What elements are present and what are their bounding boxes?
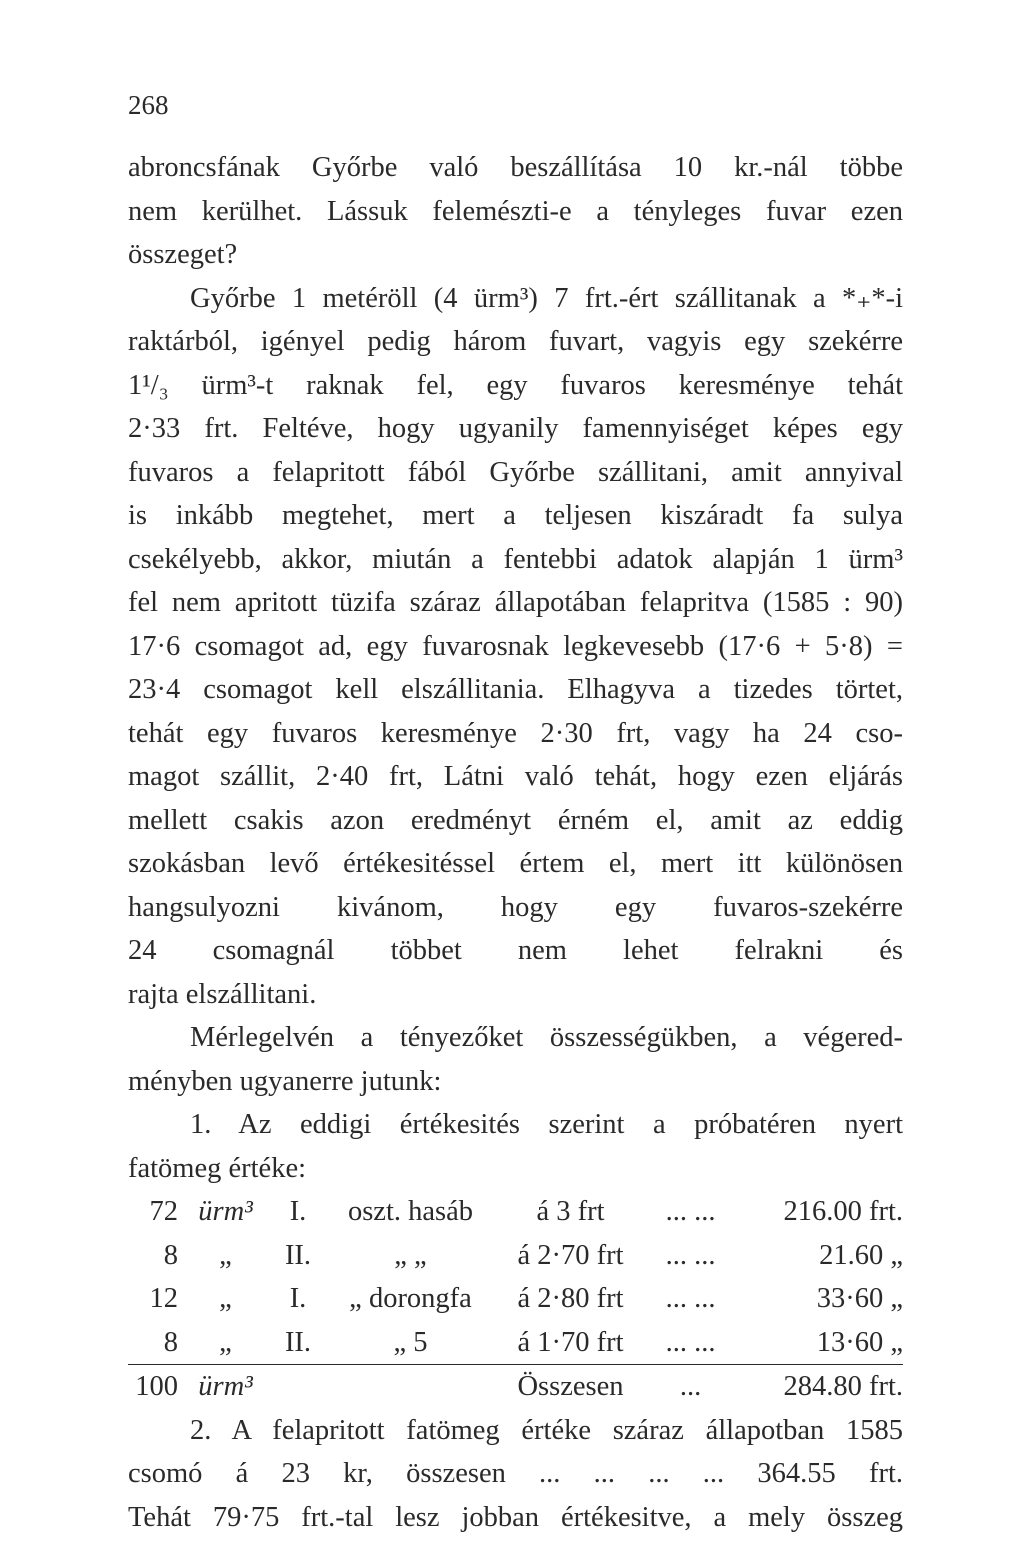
text-line: összeget? bbox=[128, 239, 238, 270]
leader-dots: ... ... bbox=[665, 1326, 716, 1358]
amount-cell: 33·60 „ bbox=[816, 1283, 903, 1314]
price-cell: á 3 frt bbox=[536, 1196, 605, 1227]
value-table bbox=[128, 1190, 903, 1409]
qty-cell: 12 bbox=[149, 1283, 178, 1314]
text-line: 23·4 csomagot kell elszállitania. Elhagyva a tizedes törtet, bbox=[128, 674, 903, 705]
text-line: tehát egy fuvaros keresménye 2·30 frt, vagy ha 24 cso- bbox=[128, 717, 903, 749]
kind-cell: „ 5 bbox=[393, 1326, 428, 1358]
text-line: 24 csomagnál többet nem lehet felrakni és bbox=[128, 935, 903, 966]
price-cell: á 2·80 frt bbox=[517, 1283, 624, 1314]
text-line: 2·33 frt. Feltéve, hogy ugyanily famennyiséget képes egy bbox=[128, 413, 903, 444]
class-cell: I. bbox=[289, 1283, 307, 1314]
text-line: hangsulyozni kivánom, hogy egy fuvaros-szekérre bbox=[128, 891, 903, 923]
unit-cell: ürm³ bbox=[198, 1196, 253, 1227]
total-label: Összesen bbox=[498, 1365, 643, 1409]
text-line: csekélyebb, akkor, miután a fentebbi adatok alapján 1 ürm³ bbox=[128, 543, 903, 575]
text-line: Mérlegelvén a tényezőket összességükben, a végered- bbox=[190, 1022, 903, 1053]
text-line: Győrbe 1 metéröll (4 ürm³) 7 frt.-ért szállitanak a *₊*-i bbox=[190, 282, 903, 314]
text-line: fel nem apritott tüzifa száraz állapotában felapritva (1585 : 90) bbox=[128, 587, 903, 618]
text-line: Tehát 79·75 frt.-tal lesz jobban értékesitve, a mely összeg bbox=[128, 1501, 903, 1533]
text-line: fuvaros a felapritott fából Győrbe szállitani, amit annyival bbox=[128, 456, 903, 488]
class-cell: II. bbox=[284, 1326, 312, 1358]
price-cell: á 2·70 frt bbox=[517, 1239, 624, 1271]
text-line: mellett csakis azon eredményt érném el, amit az eddig bbox=[128, 804, 903, 836]
qty-cell: 8 bbox=[163, 1326, 178, 1358]
text-line: 17·6 csomagot ad, egy fuvarosnak legkevesebb (17·6 + 5·8) = bbox=[128, 630, 903, 662]
qty-cell: 72 bbox=[149, 1196, 178, 1227]
total-amount: 284.80 frt. bbox=[738, 1365, 903, 1409]
leader-dots: ... ... bbox=[665, 1283, 716, 1314]
table-row bbox=[128, 1321, 903, 1365]
leader-dots: ... bbox=[643, 1365, 738, 1409]
table-row bbox=[128, 1277, 903, 1321]
total-unit: ürm³ bbox=[178, 1365, 273, 1409]
amount-cell: 13·60 „ bbox=[816, 1326, 903, 1358]
text-line: 1¹/₃ ürm³-t raknak fel, egy fuvaros keresménye tehát bbox=[128, 369, 903, 401]
kind-cell: oszt. hasáb bbox=[347, 1196, 474, 1227]
text-line: rajta elszállitani. bbox=[128, 978, 317, 1010]
amount-cell: 21.60 „ bbox=[819, 1239, 903, 1271]
text-line: fatömeg értéke: bbox=[128, 1152, 307, 1184]
text-line: csomó á 23 kr, összesen ... ... ... ... 364.55 frt. bbox=[128, 1458, 903, 1489]
price-cell: á 1·70 frt bbox=[517, 1326, 624, 1358]
text-line: is inkább megtehet, mert a teljesen kiszáradt fa sulya bbox=[128, 500, 903, 531]
total-qty: 100 bbox=[128, 1365, 178, 1409]
text-line: abroncsfának Győrbe való beszállítása 10 kr.-nál többe bbox=[128, 152, 903, 183]
leader-dots: ... ... bbox=[665, 1239, 716, 1271]
class-cell: I. bbox=[289, 1196, 307, 1227]
kind-cell: „ „ bbox=[394, 1239, 427, 1271]
table-row bbox=[128, 1190, 903, 1234]
text-line: szokásban levő értékesitéssel értem el, mert itt különösen bbox=[128, 848, 903, 879]
amount-cell: 216.00 frt. bbox=[783, 1196, 903, 1227]
total-row bbox=[128, 1365, 903, 1409]
kind-cell: „ dorongfa bbox=[349, 1283, 472, 1314]
text-line: 1. Az eddigi értékesités szerint a próbatéren nyert bbox=[190, 1109, 903, 1140]
text-line: raktárból, igényel pedig három fuvart, vagyis egy szekérre bbox=[128, 326, 903, 357]
page-number: 268 bbox=[128, 90, 169, 120]
qty-cell: 8 bbox=[163, 1239, 178, 1271]
unit-cell: „ bbox=[219, 1326, 232, 1358]
text-line: ményben ugyanerre jutunk: bbox=[128, 1065, 442, 1097]
text-line: magot szállit, 2·40 frt, Látni való tehát, hogy ezen eljárás bbox=[128, 761, 903, 792]
table-row bbox=[128, 1234, 903, 1278]
class-cell: II. bbox=[284, 1239, 312, 1271]
unit-cell: „ bbox=[219, 1283, 232, 1314]
leader-dots: ... ... bbox=[665, 1196, 716, 1227]
unit-cell: „ bbox=[219, 1239, 232, 1271]
text-line: 2. A felapritott fatömeg értéke száraz állapotban 1585 bbox=[190, 1414, 903, 1446]
text-line: nem kerülhet. Lássuk felemészti-e a tényleges fuvar ezen bbox=[128, 195, 903, 227]
page-body bbox=[128, 146, 903, 1539]
